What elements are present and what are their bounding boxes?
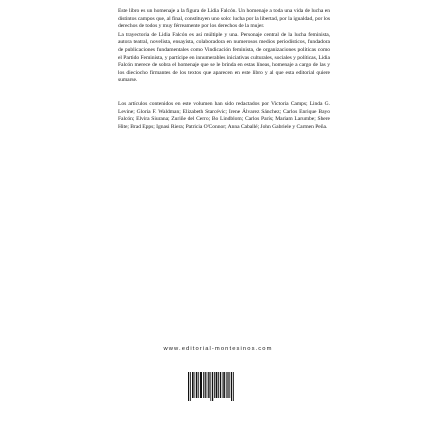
back-cover-blurb [118, 8, 330, 131]
blurb-paragraph-2: La trayectoria de Lidia Falcón es así múltiple y una. Personaje central de la lucha feminista, autora teatral, novelista, ensayista, colaboradora en numerosos medios periodísticos, fundadora de publicaciones fundamentales como Vindicación feminista, de organizaciones políticas como el Partido Feminista, y partícipe en innumerables iniciativas culturales, sociales y políticas, Lidia Falcón merece de sobra el homenaje que se le brinda en estas líneas, homenaje a cargo de las y los dieciocho firmantes de los textos que aparecen en este libro y al que esta editorial quiere sumarse. [118, 31, 330, 84]
barcode-graphic [188, 372, 234, 404]
blurb-paragraph-3: Los artículos contenidos en este volumen han sido redactados por Victoria Camps; Linda G. Levine; Gloria F. Waldman; Elizabeth Starcévic; Irene Álvarez Sánchez; Carlos Enrique Bayo Falcón; Elvira Siurana; Zuriñe del Cerro; Bo Lindblom; Carlos París; Mariam Larumbe; Shere Hite; Brad Epps; Ignasi Riera; Patricia O'Connor; Anna Caballé; John Gabriele y Carmen Peña. [118, 100, 330, 130]
publisher-website: www.editorial-montesinos.com [163, 346, 273, 352]
blurb-paragraph-1: Este libro es un homenaje a la figura de Lidia Falcón. Un homenaje a toda una vida de lucha en distintos campos que, al final, constituyen uno solo: lucha por la libertad, por la igualdad, por los derechos de todos y muy férreamente por los derechos de la mujer. [118, 8, 330, 30]
barcode-icon [188, 372, 234, 404]
